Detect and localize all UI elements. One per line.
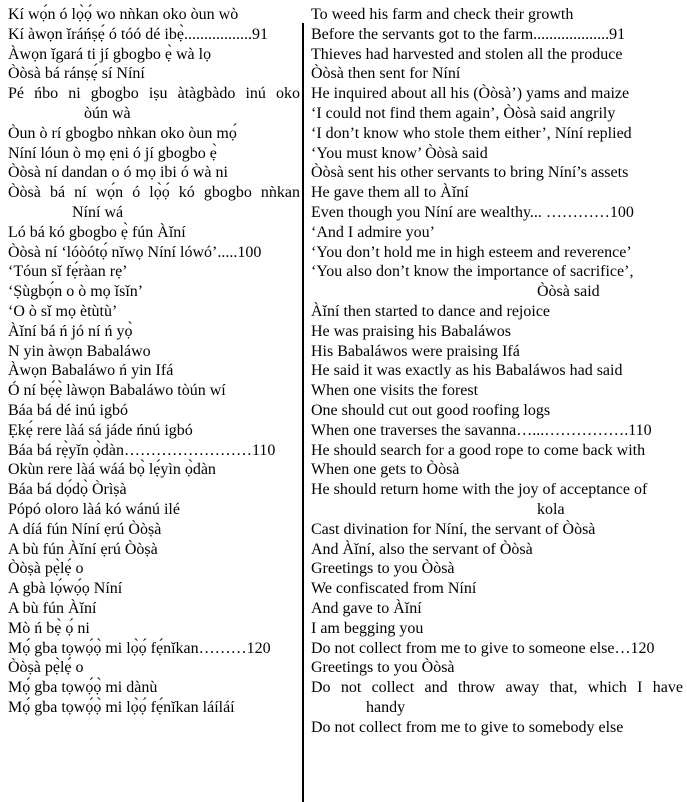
verse-line: A bù fún Àǐní	[8, 599, 97, 617]
verse-line: Òòsà ní dandan o ó mọ ibi ó wà ni	[8, 164, 228, 182]
verse-line: He gave them all to Àǐní	[311, 184, 469, 202]
verse-line: Ó ní bẹ́ẹ̀ làwọn Babaláwo tòún wí	[8, 382, 226, 400]
verse-line: ‘I don’t know who stole them either’, Níní replied	[311, 124, 632, 142]
verse-line: Pé ńbo ni gbogbo iṣu àtàgbàdo inú oko	[8, 85, 300, 103]
verse-line: ‘You must know’ Òòsà said	[311, 144, 488, 162]
verse-line: A bù fún Àǐní ẹrú Òòṣà	[8, 540, 158, 558]
verse-line: òún wà	[84, 104, 131, 122]
verse-line: Ló bá kó gbogbo ẹ̀ fún Àǐní	[8, 223, 186, 241]
verse-line: Níní wá	[72, 203, 124, 221]
verse-line: He said it was exactly as his Babaláwos had said	[311, 362, 623, 380]
verse-line: Cast divination for Níní, the servant of Òòsà	[311, 520, 596, 538]
verse-line: Mọ́ gba tọwọ́ọ̀ mi lọ̀ọ́ fẹ́nǐkan………120	[8, 639, 271, 657]
verse-line: His Babaláwos were praising Ifá	[311, 342, 520, 360]
verse-line: We confiscated from Níní	[311, 580, 477, 598]
verse-line: Òòsà bá ní wọ́n ó lọ̀ọ́ kó gbogbo nǹkan	[8, 184, 300, 202]
verse-line: Òòsà sent his other servants to bring Níní’s assets	[311, 164, 629, 182]
verse-line: Mọ́ gba tọwọ́ọ̀ mi lọ̀ọ́ fẹ́nǐkan láíláí	[8, 698, 235, 716]
verse-line: Òòsà then sent for Níní	[311, 65, 461, 83]
verse-line: Before the servants got to the farm...................91	[311, 25, 626, 43]
verse-line: ‘Ṣùgbọ́n o ò mọ ǐsǐn’	[8, 283, 144, 301]
verse-line: Òòṣà pẹ̀lẹ́ o	[8, 659, 84, 677]
verse-line: Greetings to you Òòsà	[311, 560, 455, 578]
verse-line: handy	[366, 698, 406, 716]
verse-line: Àǐní then started to dance and rejoice	[311, 302, 551, 320]
verse-line: Àwọn ǐgará ti jí gbogbo ẹ̀ wà lọ	[8, 45, 212, 63]
verse-line: A gbà lọ́wọ́ọ Níní	[8, 580, 123, 598]
verse-line: Níní lóun ò mọ ẹni ó jí gbogbo ẹ̀	[8, 144, 217, 162]
verse-line: Mò ń bẹ̀ ọ́ ni	[8, 619, 90, 637]
verse-line: When one visits the forest	[311, 382, 479, 400]
verse-line: ‘You also don’t know the importance of sacrifice’,	[311, 263, 634, 281]
verse-line: I am begging you	[311, 619, 424, 637]
verse-line: Do not collect from me to give to somebody else	[311, 718, 624, 736]
verse-line: He should search for a good rope to come back with	[311, 441, 646, 459]
verse-line: Àǐní bá ń jó ní ń yọ̀	[8, 322, 133, 340]
verse-line: Ẹkẹ́ rere làá sá jáde ńnú igbó	[8, 421, 193, 439]
verse-line: Greetings to you Òòsà	[311, 659, 455, 677]
verse-line: He was praising his Babaláwos	[311, 322, 511, 340]
verse-line: ‘And I admire you’	[311, 223, 435, 241]
verse-line: Òòsà ní ‘lóòótọ́ nǐwọ Níní lówó’.....100	[8, 243, 262, 261]
verse-line: And Àǐní, also the servant of Òòsà	[311, 540, 533, 558]
verse-line: He inquired about all his (Òòsà’) yams and maize	[311, 85, 630, 103]
yoruba-verse-column	[8, 5, 300, 718]
verse-line: Òòsà bá ránṣẹ́ sí Níní	[8, 65, 145, 83]
verse-line: Àwọn Babaláwo ń yin Ifá	[8, 362, 174, 380]
column-divider	[302, 23, 304, 802]
verse-line: When one traverses the savanna…...…………….110	[311, 421, 652, 439]
verse-line: Báa bá dé inú igbó	[8, 401, 128, 419]
verse-line: Báa bá dọ́dọ̀ Òrìṣà	[8, 481, 127, 499]
verse-line: Do not collect from me to give to someone else…120	[311, 639, 655, 657]
verse-line: And gave to Àǐní	[311, 599, 422, 617]
verse-line: Okùn rere làá wáá bọ̀ lẹ́yìn ọ̀dàn	[8, 461, 216, 479]
verse-line: kola	[537, 500, 565, 518]
verse-line: He should return home with the joy of acceptance of	[311, 481, 648, 499]
verse-line: ‘You don’t hold me in high esteem and reverence’	[311, 243, 632, 261]
verse-line: Do not collect and throw away that, which I have	[311, 679, 683, 697]
verse-line: Òun ò rí gbogbo nǹkan oko òun mọ́	[8, 124, 237, 142]
verse-line: Báa bá rẹ̀yǐn ọ̀dàn……………………110	[8, 441, 276, 459]
verse-line: Kí wọ́n ó lọ̀ọ́ wo nǹkan oko òun wò	[8, 6, 239, 23]
verse-line: ‘I could not find them again’, Òòsà said angrily	[311, 104, 616, 122]
verse-line: Òòṣà pẹ̀lẹ́ o	[8, 560, 84, 578]
verse-line: Òòsà said	[537, 283, 600, 301]
verse-line: Mọ́ gba tọwọ́ọ̀ mi dànù	[8, 679, 158, 697]
verse-line: Pópó oloro làá kó wánú ilé	[8, 500, 180, 518]
verse-line: One should cut out good roofing logs	[311, 401, 551, 419]
verse-line: A díá fún Níní ẹrú Òòṣà	[8, 520, 162, 538]
verse-line: Thieves had harvested and stolen all the produce	[311, 45, 623, 63]
verse-line: Even though you Níní are wealthy... …………100	[311, 203, 634, 221]
verse-line: N yin àwọn Babaláwo	[8, 342, 151, 360]
verse-line: To weed his farm and check their growth	[311, 6, 574, 23]
verse-line: ‘O ò sǐ mọ ètùtù’	[8, 302, 118, 320]
verse-line: ‘Tóun sǐ fẹ́ràan rẹ’	[8, 263, 128, 281]
verse-line: When one gets to Òòsà	[311, 461, 460, 479]
english-translation-column	[311, 5, 683, 737]
verse-line: Kí àwọn ǐráńṣẹ́ ó tóó dé ibẹ̀.................91	[8, 25, 268, 43]
